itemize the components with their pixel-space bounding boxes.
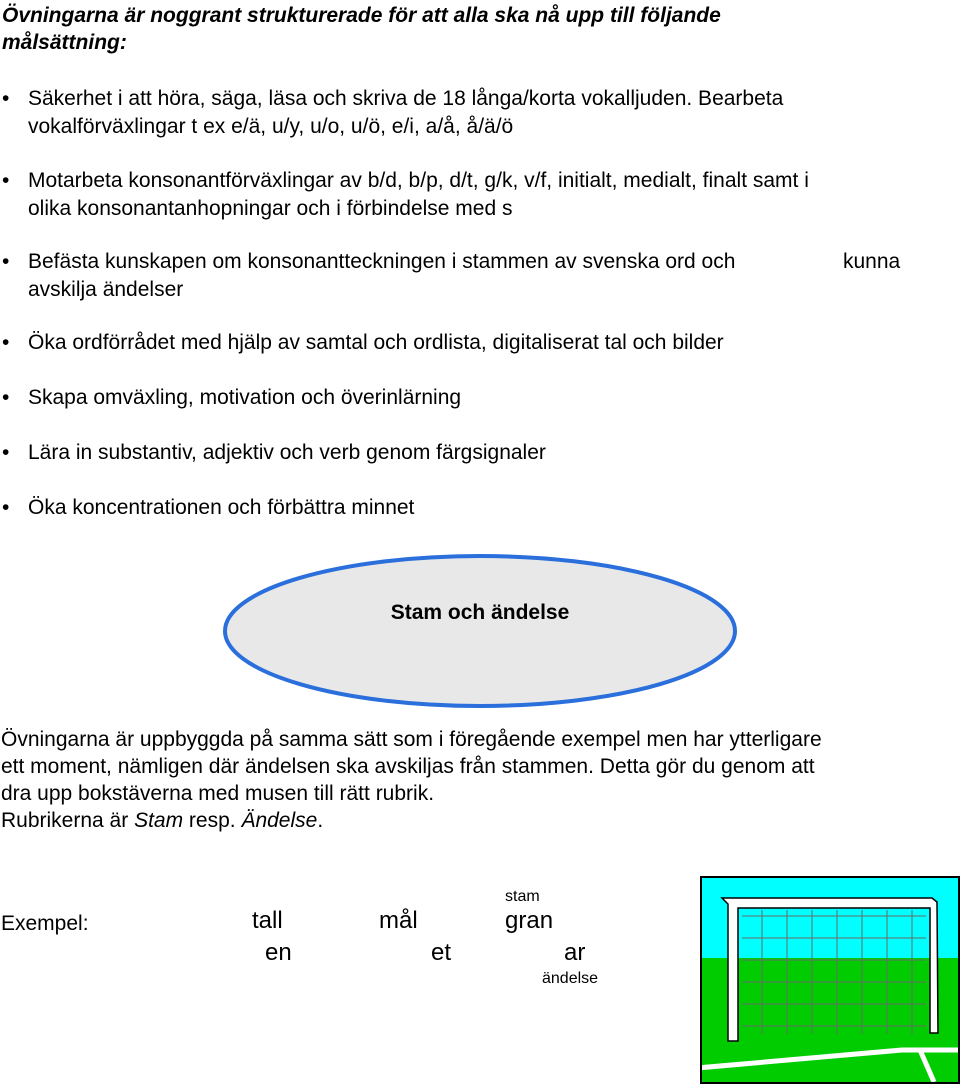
goal-text-line2: olika konsonantanhopningar och i förbindelse med s — [28, 197, 513, 220]
bullet-icon: • — [2, 496, 10, 519]
bullet-icon: • — [2, 87, 10, 110]
instructions-line1: Övningarna är uppbyggda på samma sätt som i föregående exempel men har ytterligare — [1, 728, 822, 751]
ellipse-shape — [222, 553, 738, 709]
goal-text-line1: Öka koncentrationen och förbättra minnet — [28, 496, 415, 519]
goal-illustration — [702, 878, 958, 1082]
football-goal-image — [700, 876, 960, 1084]
goal-text-line2: avskilja ändelser — [28, 278, 184, 301]
example-stem-word: tall — [252, 907, 283, 934]
example-stem-word: mål — [379, 907, 418, 934]
goals-heading — [2, 2, 902, 56]
rubrics-suffix: . — [317, 809, 324, 832]
goal-text-line2: vokalförväxlingar t ex e/ä, u/y, u/o, u/ö, e/i, a/å, å/ä/ö — [28, 115, 514, 138]
goal-text-line1: Skapa omväxling, motivation och överinlärning — [28, 386, 462, 409]
instructions-paragraph — [1, 726, 941, 834]
stam-caption: stam — [505, 888, 540, 905]
example-ending-word: en — [265, 939, 292, 966]
bullet-icon: • — [2, 250, 10, 273]
example-ending-word: et — [431, 939, 452, 966]
rubric-stam: Stam — [134, 809, 184, 832]
example-ending-word: ar — [564, 939, 586, 966]
goal-text-line1-end: kunna — [843, 250, 901, 273]
goals-heading-line1: Övningarna är noggrant strukturerade för att alla ska nå upp till följande — [2, 4, 721, 27]
instructions-line4 — [1, 807, 941, 834]
bullet-icon: • — [2, 331, 10, 354]
goal-text-line1: Öka ordförrådet med hjälp av samtal och ordlista, digitaliserat tal och bilder — [28, 331, 724, 354]
goal-text-line1: Säkerhet i att höra, säga, läsa och skriva de 18 långa/korta vokalljuden. Bearbeta — [28, 87, 784, 110]
goal-text-line1: Motarbeta konsonantförväxlingar av b/d, b/p, d/t, g/k, v/f, initialt, medialt, finalt samt i — [28, 169, 809, 192]
bullet-icon: • — [2, 386, 10, 409]
section-title-ellipse — [222, 553, 738, 709]
goals-heading-line2: målsättning: — [2, 31, 127, 54]
instructions-line2: ett moment, nämligen där ändelsen ska avskiljas från stammen. Detta gör du genom att — [1, 755, 815, 778]
section-title: Stam och ändelse — [390, 601, 570, 624]
bullet-icon: • — [2, 441, 10, 464]
rubrics-mid: resp. — [183, 809, 242, 832]
goal-text-line1: Lära in substantiv, adjektiv och verb genom färgsignaler — [28, 441, 546, 464]
andelse-caption: ändelse — [542, 970, 599, 987]
rubrics-prefix: Rubrikerna är — [1, 809, 135, 832]
instructions-line3: dra upp bokstäverna med musen till rätt rubrik. — [1, 782, 435, 805]
goal-text-line1: Befästa kunskapen om konsonantteckningen i stammen av svenska ord och — [28, 250, 736, 273]
bullet-icon: • — [2, 169, 10, 192]
example-label: Exempel: — [1, 912, 89, 935]
example-stem-word: gran — [505, 907, 554, 934]
rubric-andelse: Ändelse — [241, 809, 318, 832]
